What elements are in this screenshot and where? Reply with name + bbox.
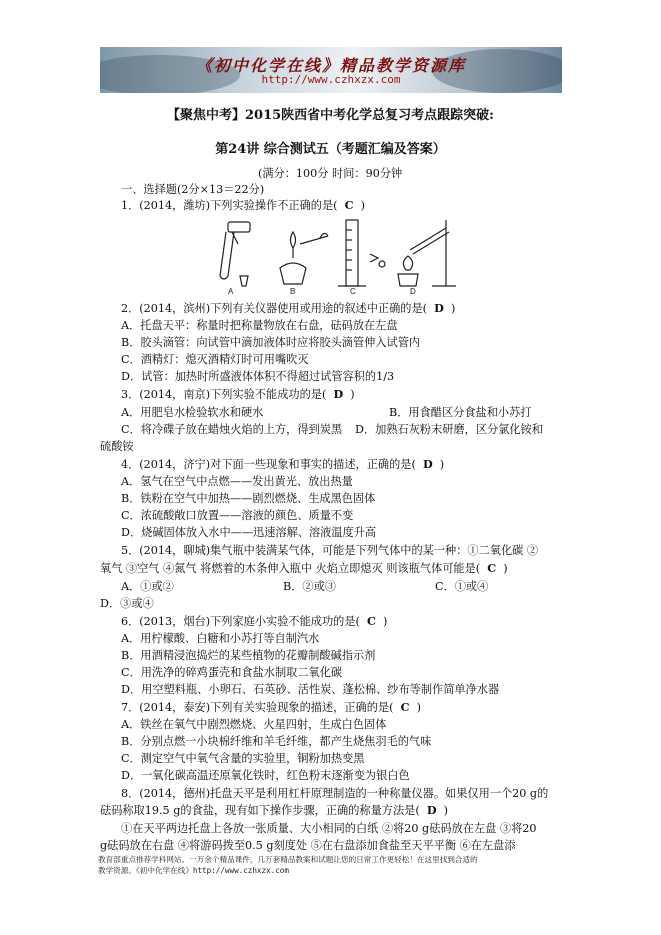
option: A．①或② — [121, 580, 174, 593]
apparatus-b-icon — [280, 232, 328, 284]
option: A．铁丝在氧气中剧烈燃烧、火星四射，生成白色固体 — [121, 718, 387, 731]
option: D．加熟石灰粉末研磨，区分氯化铵和 — [355, 423, 543, 436]
option: B．②或③ — [283, 580, 336, 593]
footer-link[interactable]: 教学资源。《初中化学在线》http://www.czhxzx.com — [98, 866, 289, 875]
figure-label: B — [290, 287, 296, 294]
question-stem: 6．(2013，烟台)下列家庭小实验不能成功的是( — [121, 615, 360, 628]
option: A．用肥皂水检验软水和硬水 — [121, 406, 264, 419]
lab-apparatus-figure — [210, 214, 460, 294]
option: B．分别点燃一小块棉纤维和羊毛纤维，都产生烧焦羽毛的气味 — [121, 735, 432, 748]
footer-note: 教育部重点推荐学科网站。一万余个精品课件，几万套精品教案和试题让您的日常工作更轻松！在这里找到合适的 — [98, 855, 478, 864]
option: C．酒精灯：熄灭酒精灯时可用嘴吹灭 — [121, 353, 309, 366]
option: A．氢气在空气中点燃——发出黄光、放出热量 — [121, 475, 353, 488]
option: D．试管：加热时所盛液体体积不得超过试管容积的1/3 — [121, 370, 395, 383]
question-stem: 2．(2014，滨州)下列有关仪器使用或用途的叙述中正确的是( — [121, 302, 427, 315]
score-line: (满分：100分 时间：90分钟 — [258, 167, 403, 180]
option: D．③或④ — [100, 597, 154, 610]
figure-label: A — [228, 287, 234, 294]
question-5: 5．(2014，聊城)集气瓶中装满某气体，可能是下列气体中的某一种：①二氧化碳 ② — [121, 544, 539, 557]
question-4: 4．(2014，济宁)对下面一些现象和事实的描述，正确的是( D ) — [121, 457, 445, 471]
answer: D — [426, 803, 437, 817]
answer: D — [434, 301, 444, 315]
question-stem: 7．(2014，泰安)下列有关实验现象的描述，正确的是( — [121, 701, 394, 714]
question-stem: 4．(2014，济宁)对下面一些现象和事实的描述，正确的是( — [121, 458, 416, 471]
question-3: 3．(2014，南京)下列实验不能成功的是( D ) — [121, 387, 355, 401]
page-title: 【聚焦中考】2015陕西省中考化学总复习考点跟踪突破: — [167, 108, 494, 123]
option-continued: 硫酸铵 — [100, 440, 134, 453]
question-5-cont: 氧气 ③空气 ④氮气 将燃着的木条伸入瓶中 火焰立即熄灭 则该瓶气体可能是( C ) — [100, 561, 508, 575]
option: D．一氧化碳高温还原氧化铁时，红色粉末逐渐变为银白色 — [121, 769, 410, 782]
apparatus-c-icon — [338, 220, 385, 286]
answer: D — [422, 457, 433, 471]
apparatus-d-icon — [398, 220, 456, 286]
option: A．托盘天平：称量时把称量物放在右盘，砝码放在左盘 — [121, 319, 398, 332]
option: C．用洗净的碎鸡蛋壳和食盐水制取二氧化碳 — [121, 666, 343, 679]
figure-label: D — [410, 287, 416, 294]
option: C．①或④ — [435, 580, 489, 593]
option: B．用食醋区分食盐和小苏打 — [389, 406, 532, 419]
apparatus-a-icon — [220, 222, 250, 286]
question-8-steps: ①在天平两边托盘上各放一张质量、大小相同的白纸 ②将20 g砝码放在左盘 ③将20 — [121, 822, 537, 835]
option: B．胶头滴管：向试管中滴加液体时应将胶头滴管伸入试管内 — [121, 336, 421, 349]
option: A．用柠檬酸、白糖和小苏打等自制汽水 — [121, 632, 320, 645]
figure-label: C — [350, 287, 356, 294]
question-8: 8．(2014，德州)托盘天平是利用杠杆原理制造的一种称量仪器。如果仅用一个20 g的 — [121, 787, 549, 800]
answer: D — [333, 387, 344, 401]
site-banner — [100, 47, 562, 93]
option: B．用酒精浸泡捣烂的某些植物的花瓣制酸碱指示剂 — [121, 649, 376, 662]
answer: C — [487, 561, 497, 575]
option: C．将冷碟子放在蜡烛火焰的上方，得到炭黑 — [121, 423, 343, 436]
question-8-steps: g砝码放在右盘 ④将游码拨至0.5 g刻度处 ⑤在右盘添加食盐至天平平衡 ⑥在左盘添 — [100, 839, 516, 852]
question-6: 6．(2013，烟台)下列家庭小实验不能成功的是( C ) — [121, 614, 388, 628]
question-stem: 1．(2014，潍坊)下列实验操作不正确的是( — [121, 199, 338, 212]
question-7: 7．(2014，泰安)下列有关实验现象的描述，正确的是( C ) — [121, 700, 421, 714]
option: D．烧碱固体放入水中——迅速溶解、溶液温度升高 — [121, 526, 377, 539]
lesson-title: 第24讲 综合测试五（考题汇编及答案） — [215, 142, 446, 157]
question-8-cont: 砝码称取19.5 g的食盐，现有如下操作步骤，正确的称量方法是( D ) — [100, 803, 448, 817]
answer: C — [400, 700, 410, 714]
banner-url-link[interactable]: http://www.czhxzx.com — [261, 73, 401, 86]
question-1: 1．(2014，潍坊)下列实验操作不正确的是( C ) — [121, 198, 366, 212]
option: C．测定空气中氧气含量的实验里，铜粉加热变黑 — [121, 752, 365, 765]
banner-title: 《初中化学在线》精品教学资源库 — [195, 56, 466, 75]
question-stem: 3．(2014，南京)下列实验不能成功的是( — [121, 388, 327, 401]
option: C．浓硫酸敞口放置——溶液的颜色、质量不变 — [121, 509, 354, 522]
answer: C — [367, 614, 376, 628]
option: D．用空塑料瓶、小卵石、石英砂、活性炭、蓬松棉、纱布等制作简单净水器 — [121, 683, 500, 696]
answer: C — [344, 198, 354, 212]
section-heading: 一、选择题(2分×13＝22分) — [121, 183, 265, 196]
question-2: 2．(2014，滨州)下列有关仪器使用或用途的叙述中正确的是( D ) — [121, 301, 456, 315]
option: B．铁粉在空气中加热——剧烈燃烧、生成黑色固体 — [121, 492, 376, 505]
